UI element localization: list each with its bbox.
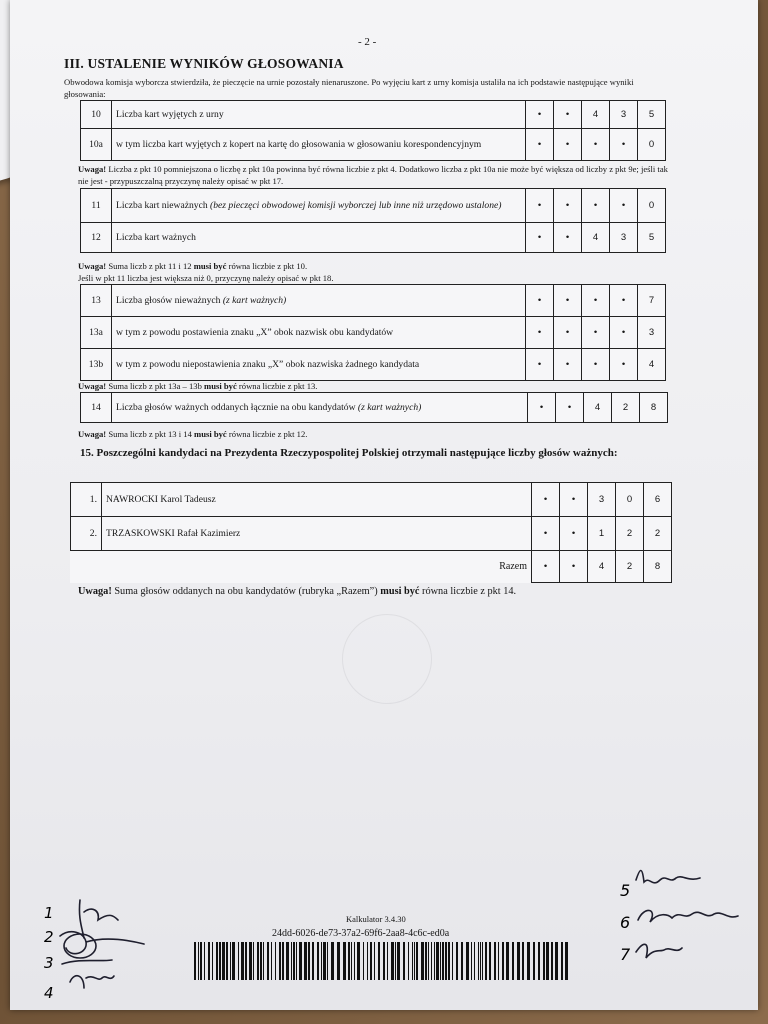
barcode-bar — [363, 942, 364, 980]
barcode-bar — [317, 942, 319, 980]
digit-cell: 8 — [640, 393, 668, 423]
candidate-name: TRZASKOWSKI Rafał Kazimierz — [102, 517, 532, 551]
table-row — [81, 317, 666, 349]
barcode-bar — [403, 942, 405, 980]
barcode-bar — [489, 942, 491, 980]
note-text: równa liczbie z pkt 12. — [228, 429, 308, 439]
digit-cell: • — [526, 101, 554, 129]
note-emphasis: musi być — [380, 586, 420, 597]
digit-cell: • — [554, 129, 582, 161]
note-text: Suma głosów oddanych na obu kandydatów (rubryka „Razem”) — [114, 586, 378, 597]
barcode-bar — [425, 942, 427, 980]
row-label — [112, 317, 526, 349]
barcode-bar — [543, 942, 545, 980]
barcode-bar — [561, 942, 563, 980]
barcode-bar — [387, 942, 388, 980]
barcode-bar — [466, 942, 469, 980]
note-label: Uwaga! — [78, 429, 107, 439]
barcode-bar — [263, 942, 264, 980]
barcode-bar — [527, 942, 530, 980]
digit-cell: • — [582, 189, 610, 223]
digit-cell: • — [610, 317, 638, 349]
handwritten-signatures-right — [610, 862, 760, 972]
digit-cell: • — [610, 349, 638, 381]
row-label-text: Liczba głosów nieważnych — [116, 295, 221, 306]
digit-cell: 4 — [584, 393, 612, 423]
barcode-bar — [367, 942, 368, 980]
candidates-table — [70, 482, 672, 583]
barcode-bar — [238, 942, 239, 980]
digit-cell: • — [528, 393, 556, 423]
row-label-text: Liczba kart nieważnych — [116, 200, 208, 211]
signature-number: 2 — [44, 928, 54, 946]
protocol-page — [10, 0, 758, 1010]
barcode-bar — [436, 942, 439, 980]
barcode-bar — [416, 942, 418, 980]
barcode-bar — [480, 942, 481, 980]
barcode-bar — [271, 942, 272, 980]
barcode-bar — [312, 942, 314, 980]
barcode-bar — [208, 942, 210, 980]
digit-cell: • — [582, 129, 610, 161]
row-label-italic: (z kart ważnych) — [222, 295, 287, 306]
digit-cell: • — [582, 317, 610, 349]
digit-cell: • — [610, 189, 638, 223]
signature-number: 3 — [44, 954, 54, 972]
barcode-bar — [321, 942, 322, 980]
note-text: Suma liczb z pkt 13a – 13b — [108, 381, 202, 391]
digit-cell: • — [560, 483, 588, 517]
total-digit-cell: 4 — [588, 551, 616, 583]
barcode-bar — [421, 942, 424, 980]
barcode-bar — [230, 942, 231, 980]
digit-cell: 5 — [638, 223, 666, 253]
digit-cell: 7 — [638, 285, 666, 317]
row-number: 13 — [81, 285, 112, 317]
total-digit-cell: 2 — [616, 551, 644, 583]
table-row — [81, 223, 666, 253]
barcode-bar — [494, 942, 496, 980]
results-table-13 — [80, 284, 666, 381]
barcode-bar — [408, 942, 409, 980]
row-number: 12 — [81, 223, 112, 253]
candidate-row — [71, 483, 672, 517]
digit-cell: 3 — [610, 101, 638, 129]
barcode-bar — [533, 942, 535, 980]
barcode-bar — [226, 942, 228, 980]
barcode-bar — [431, 942, 432, 980]
barcode-bar — [378, 942, 380, 980]
digit-cell: • — [560, 517, 588, 551]
row-label — [112, 189, 526, 223]
barcode-bar — [343, 942, 346, 980]
calculator-version: Kalkulator 3.4.30 — [346, 914, 406, 924]
barcode-bar — [299, 942, 302, 980]
row-number: 14 — [81, 393, 112, 423]
digit-cell: 4 — [582, 101, 610, 129]
barcode-bar — [482, 942, 483, 980]
signature-number: 4 — [44, 984, 54, 1002]
barcode-bar — [216, 942, 218, 980]
barcode-bar — [327, 942, 328, 980]
barcode-bar — [241, 942, 244, 980]
signature-number: 7 — [620, 945, 631, 964]
signature-number: 5 — [620, 881, 631, 900]
barcode-bar — [414, 942, 415, 980]
barcode-bar — [222, 942, 225, 980]
digit-cell: • — [610, 129, 638, 161]
row-label-italic: (bez pieczęci obwodowej komisji wyborczej lub inne niż urzędowo ustalone) — [210, 200, 502, 211]
barcode-bar — [538, 942, 540, 980]
barcode-bar — [512, 942, 514, 980]
digit-cell: 0 — [638, 189, 666, 223]
note-label: Uwaga! — [78, 586, 112, 597]
total-digit-cell: • — [560, 551, 588, 583]
barcode-bar — [351, 942, 352, 980]
barcode-bar — [293, 942, 295, 980]
total-digit-cell: • — [532, 551, 560, 583]
digit-cell: • — [532, 517, 560, 551]
barcode-bar — [448, 942, 450, 980]
row-label — [112, 285, 526, 317]
barcode-bar — [395, 942, 396, 980]
barcode-bar — [452, 942, 453, 980]
barcode-bar — [397, 942, 400, 980]
barcode-bar — [308, 942, 310, 980]
row-label-text: w tym z powodu niepostawienia znaku „X” obok nazwiska żadnego kandydata — [116, 359, 420, 370]
barcode-bar — [323, 942, 326, 980]
row-label — [112, 393, 528, 423]
barcode-bar — [245, 942, 247, 980]
note-emphasis: musi być — [193, 261, 227, 271]
note-10 — [78, 163, 678, 187]
table-row — [81, 129, 666, 161]
digit-cell: 1 — [588, 517, 616, 551]
note-text: Suma liczb z pkt 11 i 12 — [108, 261, 192, 271]
page-number: - 2 - — [358, 36, 377, 48]
signature-number: 1 — [44, 904, 54, 922]
digit-cell: • — [526, 317, 554, 349]
barcode-bar — [282, 942, 284, 980]
barcode-bar — [461, 942, 463, 980]
barcode-bar — [471, 942, 472, 980]
digit-cell: • — [526, 129, 554, 161]
section-15-title: 15. Poszczególni kandydaci na Prezydenta Rzeczypospolitej Polskiej otrzymali następujące liczby głosów ważnych: — [80, 447, 618, 459]
digit-cell: 3 — [610, 223, 638, 253]
barcode-bar — [485, 942, 487, 980]
final-note — [78, 586, 516, 597]
note-text: równa liczbie z pkt 14. — [422, 586, 517, 597]
digit-cell: • — [526, 349, 554, 381]
barcode-bar — [253, 942, 254, 980]
barcode-bar — [257, 942, 259, 980]
barcode-bar — [200, 942, 202, 980]
barcode-bar — [357, 942, 360, 980]
note-label: Uwaga! — [78, 164, 107, 174]
note-emphasis: musi być — [194, 429, 227, 439]
barcode-bar — [440, 942, 441, 980]
digit-cell: • — [554, 101, 582, 129]
digit-cell: • — [554, 317, 582, 349]
digit-cell: 0 — [638, 129, 666, 161]
barcode-bar — [296, 942, 297, 980]
candidate-number: 2. — [71, 517, 102, 551]
row-label — [112, 349, 526, 381]
digit-cell: • — [582, 349, 610, 381]
row-label — [112, 223, 526, 253]
barcode-bar — [337, 942, 340, 980]
document-hash: 24dd-6026-de73-37a2-69f6-2aa8-4c6c-ed0a — [272, 928, 450, 939]
table-row — [81, 189, 666, 223]
note-text: równa liczbie z pkt 10. — [228, 261, 308, 271]
row-label-text: Liczba głosów ważnych oddanych łącznie na obu kandydatów — [116, 402, 356, 413]
note-11-12 — [78, 260, 678, 284]
barcode-bar — [445, 942, 447, 980]
handwritten-signatures-left — [40, 898, 190, 1008]
digit-cell: 4 — [638, 349, 666, 381]
results-table-14 — [80, 392, 668, 423]
barcode-bar — [565, 942, 568, 980]
total-digit-cell: 8 — [644, 551, 672, 583]
digit-cell: 0 — [616, 483, 644, 517]
digit-cell: 2 — [616, 517, 644, 551]
barcode-bar — [555, 942, 558, 980]
note-label: Uwaga! — [78, 261, 107, 271]
barcode-bar — [286, 942, 289, 980]
barcode-bar — [370, 942, 372, 980]
barcode-bar — [456, 942, 458, 980]
digit-cell: • — [556, 393, 584, 423]
barcode-bar — [434, 942, 435, 980]
note-text: Suma liczb z pkt 13 i 14 — [108, 429, 192, 439]
digit-cell: 6 — [644, 483, 672, 517]
barcode — [194, 942, 568, 980]
barcode-bar — [522, 942, 524, 980]
barcode-bar — [275, 942, 276, 980]
barcode-bar — [428, 942, 429, 980]
note-14 — [78, 428, 307, 440]
row-label-text: w tym liczba kart wyjętych z kopert na kartę do głosowania w głosowaniu korespondencyjnym — [116, 139, 482, 150]
barcode-bar — [442, 942, 444, 980]
barcode-bar — [412, 942, 413, 980]
digit-cell: • — [554, 285, 582, 317]
barcode-bar — [232, 942, 235, 980]
row-label — [112, 101, 526, 129]
barcode-bar — [498, 942, 499, 980]
digit-cell: 3 — [638, 317, 666, 349]
note-13 — [78, 380, 317, 392]
table-row — [81, 101, 666, 129]
barcode-bar — [249, 942, 252, 980]
barcode-bar — [212, 942, 213, 980]
barcode-bar — [506, 942, 509, 980]
barcode-bar — [474, 942, 475, 980]
barcode-bar — [551, 942, 553, 980]
section-title: III. USTALENIE WYNIKÓW GŁOSOWANIA — [64, 56, 344, 71]
total-label: Razem — [499, 561, 527, 573]
barcode-bar — [546, 942, 549, 980]
barcode-bar — [354, 942, 355, 980]
results-table-10 — [80, 100, 666, 161]
note-text-line2: Jeśli w pkt 11 liczba jest większa niż 0, przyczynę należy opisać w pkt 18. — [78, 273, 334, 283]
barcode-bar — [198, 942, 199, 980]
barcode-bar — [383, 942, 385, 980]
digit-cell: • — [526, 223, 554, 253]
digit-cell: 5 — [638, 101, 666, 129]
digit-cell: 2 — [644, 517, 672, 551]
candidate-number: 1. — [71, 483, 102, 517]
digit-cell: • — [554, 189, 582, 223]
row-label-text: Liczba kart wyjętych z urny — [116, 109, 224, 120]
digit-cell: • — [554, 349, 582, 381]
note-text: Liczba z pkt 10 pomniejszona o liczbę z pkt 10a powinna być równa liczbie z pkt 4. Dodatkowo liczba z pkt 10a nie może być większa od liczby z pkt 9e; jeśli tak nie jest - przypuszczalną przyczynę należy opisać w pkt 17. — [78, 164, 668, 186]
note-emphasis: musi być — [204, 381, 237, 391]
barcode-bar — [304, 942, 307, 980]
row-label-italic: (z kart ważnych) — [357, 402, 422, 413]
row-number: 13a — [81, 317, 112, 349]
note-label: Uwaga! — [78, 381, 107, 391]
barcode-bar — [194, 942, 196, 980]
barcode-bar — [391, 942, 394, 980]
row-number: 10 — [81, 101, 112, 129]
candidate-name: NAWROCKI Karol Tadeusz — [102, 483, 532, 517]
row-label-text: Liczba kart ważnych — [116, 232, 196, 243]
row-number: 13b — [81, 349, 112, 381]
digit-cell: • — [582, 285, 610, 317]
barcode-bar — [502, 942, 504, 980]
table-row — [81, 393, 668, 423]
digit-cell: • — [526, 285, 554, 317]
row-label — [112, 129, 526, 161]
table-row — [81, 285, 666, 317]
barcode-bar — [348, 942, 350, 980]
barcode-bar — [267, 942, 269, 980]
barcode-bar — [517, 942, 520, 980]
row-label-text: w tym z powodu postawienia znaku „X” obok nazwisk obu kandydatów — [116, 327, 394, 338]
intro-text: Obwodowa komisja wyborcza stwierdziła, że pieczęcie na urnie pozostały nienaruszone. Po wyjęciu kart z urny komisja ustaliła na ich podstawie następujące wyniki głosowania: — [64, 77, 634, 99]
candidate-row — [71, 517, 672, 551]
faint-stamp-seal — [342, 614, 432, 704]
barcode-bar — [260, 942, 262, 980]
barcode-bar — [291, 942, 292, 980]
barcode-bar — [478, 942, 479, 980]
barcode-bar — [279, 942, 281, 980]
note-text: równa liczbie z pkt 13. — [238, 381, 318, 391]
row-number: 11 — [81, 189, 112, 223]
barcode-bar — [374, 942, 375, 980]
table-row — [81, 349, 666, 381]
digit-cell: 2 — [612, 393, 640, 423]
total-row — [71, 551, 672, 583]
digit-cell: 3 — [588, 483, 616, 517]
digit-cell: 4 — [582, 223, 610, 253]
digit-cell: • — [554, 223, 582, 253]
results-table-11 — [80, 188, 666, 253]
signature-number: 6 — [620, 913, 631, 932]
digit-cell: • — [532, 483, 560, 517]
barcode-bar — [219, 942, 221, 980]
digit-cell: • — [526, 189, 554, 223]
barcode-bar — [331, 942, 334, 980]
digit-cell: • — [610, 285, 638, 317]
row-number: 10a — [81, 129, 112, 161]
total-spacer — [71, 551, 102, 583]
barcode-bar — [204, 942, 205, 980]
